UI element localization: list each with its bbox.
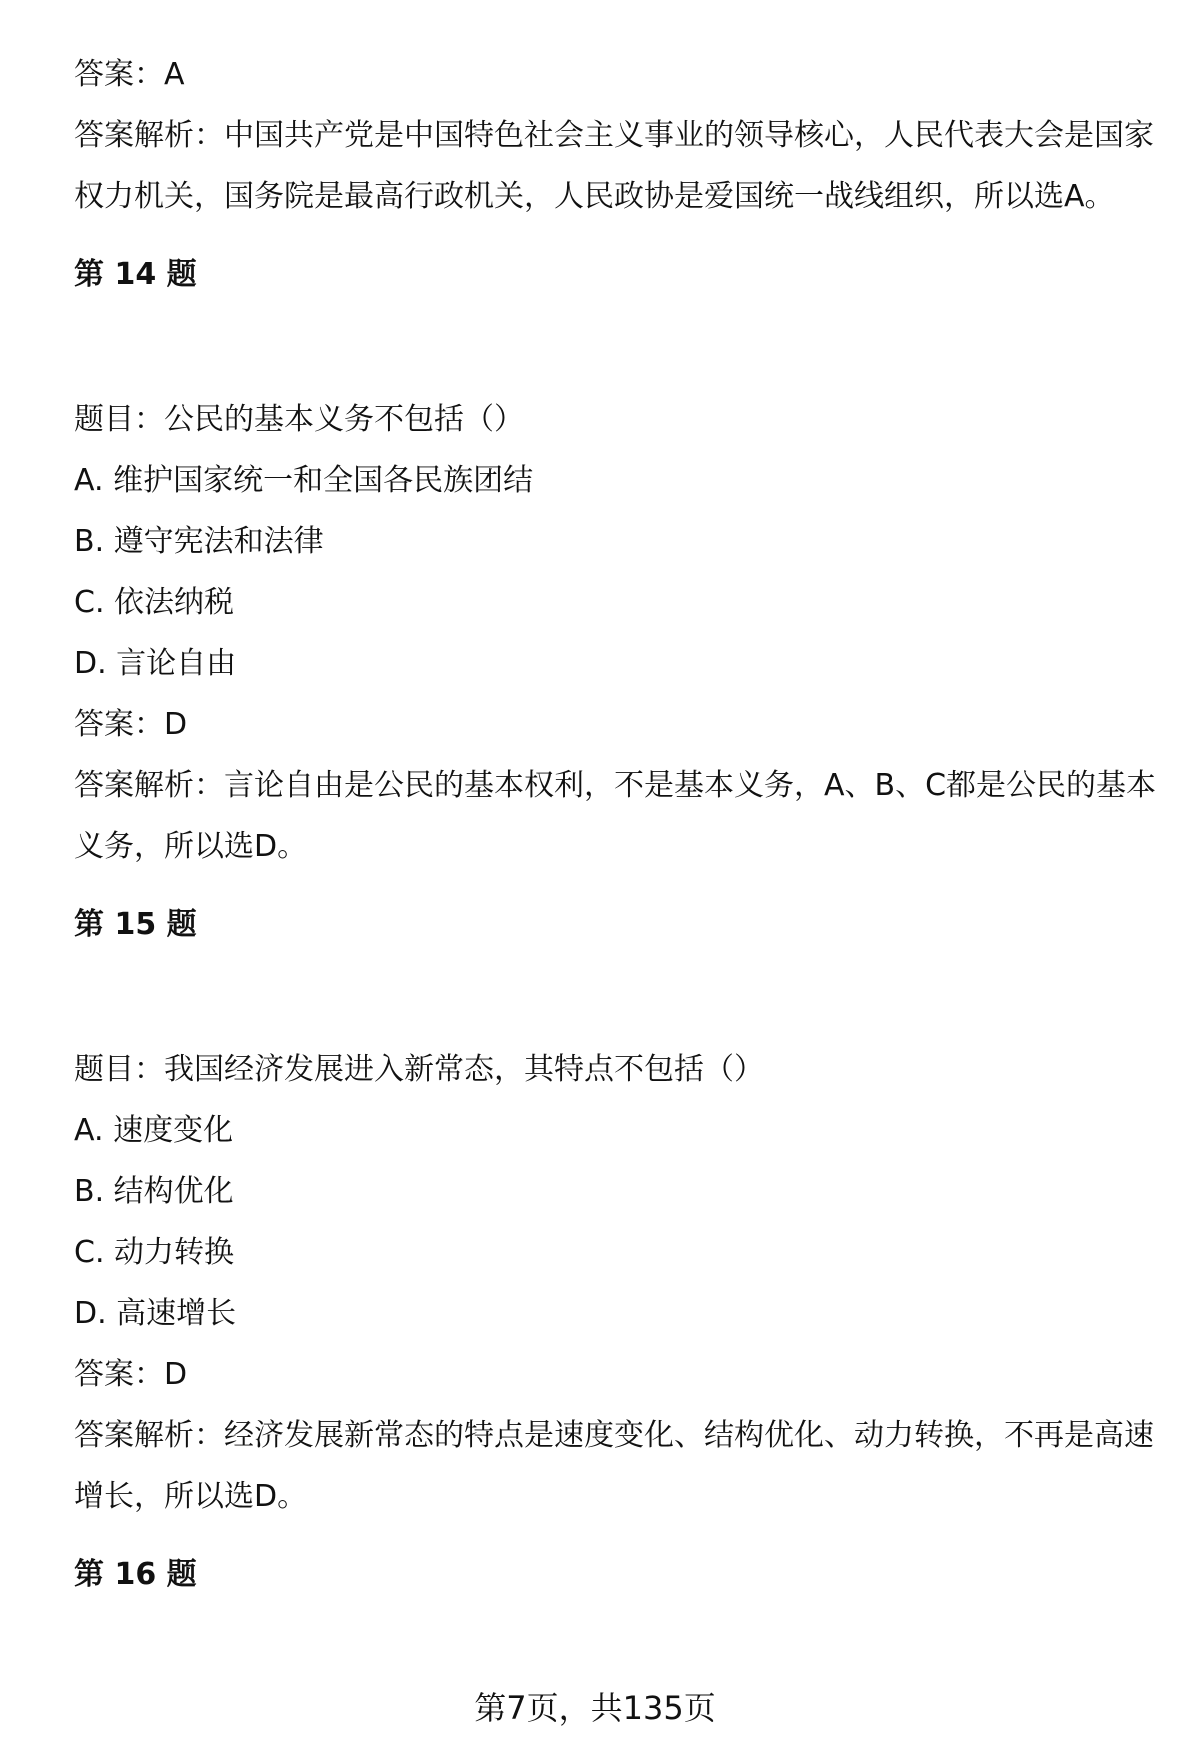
- page-content: [74, 44, 1164, 1689]
- answer-line-q14: 答案：D: [74, 707, 188, 742]
- question-heading-15: 第 15 题: [74, 907, 197, 942]
- option-c-q15: C. 动力转换: [74, 1235, 235, 1270]
- answer-line-q15: 答案：D: [74, 1357, 188, 1392]
- analysis-q14: 答案解析：言论自由是公民的基本权利，不是基本义务，A、B、C都是公民的基本义务，所以选D。: [74, 768, 1157, 864]
- question-heading-16: 第 16 题: [74, 1557, 197, 1592]
- analysis-q13: 答案解析：中国共产党是中国特色社会主义事业的领导核心，人民代表大会是国家权力机关，国务院是最高行政机关，人民政协是爱国统一战线组织，所以选A。: [74, 118, 1154, 214]
- question-heading-14: 第 14 题: [74, 257, 197, 292]
- question-stem-15: 题目：我国经济发展进入新常态，其特点不包括（）: [74, 1052, 764, 1087]
- option-d-q15: D. 高速增长: [74, 1296, 237, 1331]
- page-footer: 第7页，共135页: [474, 1689, 716, 1727]
- answer-line-q13: 答案：A: [74, 57, 185, 92]
- option-b-q15: B. 结构优化: [74, 1174, 234, 1209]
- option-a-q15: A. 速度变化: [74, 1113, 234, 1148]
- option-b-q14: B. 遵守宪法和法律: [74, 524, 324, 559]
- option-a-q14: A. 维护国家统一和全国各民族团结: [74, 463, 534, 498]
- option-d-q14: D. 言论自由: [74, 646, 237, 681]
- question-stem-14: 题目：公民的基本义务不包括（）: [74, 402, 524, 437]
- analysis-q15: 答案解析：经济发展新常态的特点是速度变化、结构优化、动力转换，不再是高速增长，所以选D。: [74, 1418, 1154, 1514]
- option-c-q14: C. 依法纳税: [74, 585, 235, 620]
